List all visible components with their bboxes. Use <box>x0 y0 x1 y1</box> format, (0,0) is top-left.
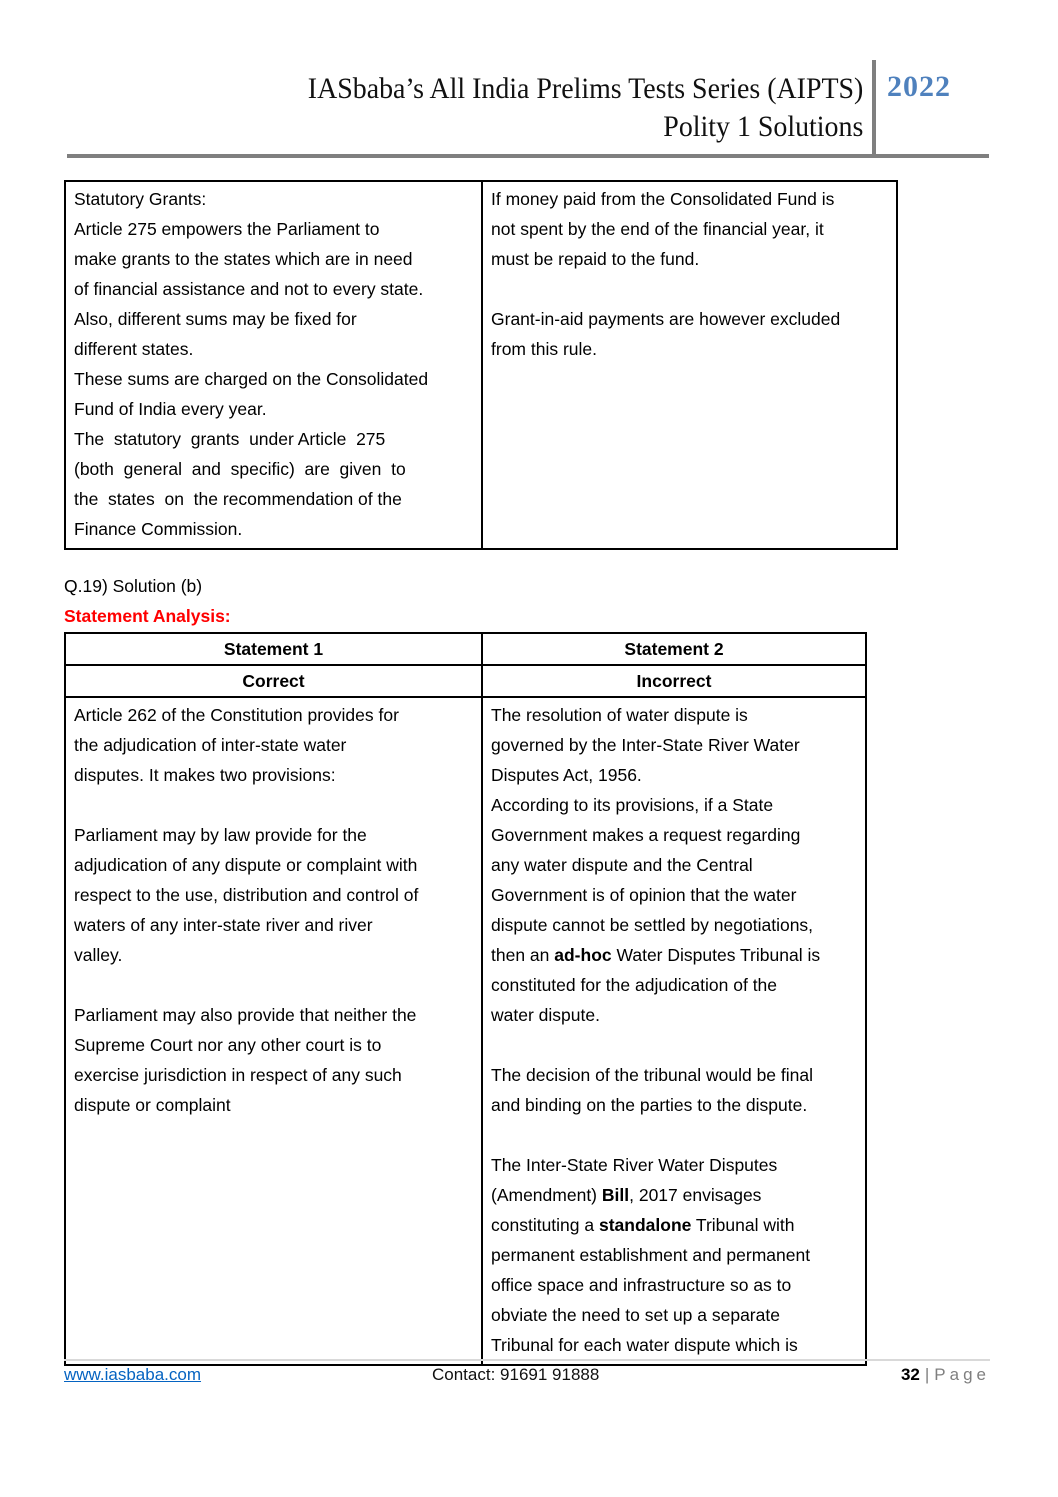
text-line: dispute cannot be settled by negotiations, <box>491 915 814 935</box>
text-line: exercise jurisdiction in respect of any such <box>74 1065 402 1085</box>
text-line: the states on the recommendation of the <box>74 489 402 509</box>
text-line: of financial assistance and not to every state. <box>74 279 424 299</box>
text-line: Article 262 of the Constitution provides for <box>74 705 399 725</box>
text-line: water dispute. <box>491 1005 600 1025</box>
header-divider-vertical <box>872 60 876 158</box>
grants-left-cell <box>65 181 482 549</box>
text-run: (Amendment) <box>491 1185 602 1205</box>
text-line: The decision of the tribunal would be final <box>491 1065 814 1085</box>
text-line: constituted for the adjudication of the <box>491 975 778 995</box>
s2-para-3-end <box>491 1240 857 1360</box>
verdict-statement-2: Incorrect <box>482 665 866 697</box>
paragraph-gap <box>491 1120 857 1150</box>
s2-para-1 <box>491 700 857 940</box>
page-number: 32 <box>900 1365 920 1384</box>
page-separator: | <box>924 1365 930 1384</box>
text-line: The statutory grants under Article 275 <box>74 429 386 449</box>
paragraph-gap <box>74 790 473 820</box>
statement-analysis-heading: Statement Analysis: <box>64 606 231 626</box>
s1-para-2 <box>74 820 473 970</box>
text-line: the adjudication of inter-state water <box>74 735 347 755</box>
paragraph-gap <box>491 1030 857 1060</box>
text-run: , 2017 envisages <box>629 1185 762 1205</box>
s2-para-1-end <box>491 970 857 1030</box>
bold-term-standalone: standalone <box>598 1215 692 1235</box>
statutory-grants-table <box>64 180 898 550</box>
grants-right-para-2 <box>491 304 888 364</box>
text-run: constituting a <box>491 1215 599 1235</box>
text-line: Parliament may also provide that neither the <box>74 1005 417 1025</box>
title-line-2: Polity 1 Solutions <box>662 110 863 143</box>
bold-term-adhoc: ad-hoc <box>554 945 612 965</box>
text-line: According to its provisions, if a State <box>491 795 774 815</box>
text-line: Finance Commission. <box>74 519 243 539</box>
text-line: Article 275 empowers the Parliament to <box>74 219 380 239</box>
text-line: valley. <box>74 945 123 965</box>
header-statement-2: Statement 2 <box>482 633 866 665</box>
text-run: then an <box>491 945 555 965</box>
text-line: Statutory Grants: <box>74 189 207 209</box>
verdict-statement-1: Correct <box>65 665 482 697</box>
text-line: different states. <box>74 339 194 359</box>
text-line: The resolution of water dispute is <box>491 705 748 725</box>
text-line: any water dispute and the Central <box>491 855 753 875</box>
text-line: make grants to the states which are in need <box>74 249 413 269</box>
bold-term-bill: Bill <box>601 1185 630 1205</box>
text-line: Also, different sums may be fixed for <box>74 309 357 329</box>
text-line: obviate the need to set up a separate <box>491 1305 780 1325</box>
text-line: Tribunal for each water dispute which is <box>491 1335 798 1355</box>
text-run: Water Disputes Tribunal is <box>611 945 821 965</box>
grants-right-para-1 <box>491 184 888 274</box>
explanation-row <box>65 697 866 1365</box>
document-title <box>307 70 863 146</box>
text-line: Grant-in-aid payments are however excluded <box>491 309 841 329</box>
text-line: Fund of India every year. <box>74 399 267 419</box>
text-line: Government makes a request regarding <box>491 825 801 845</box>
text-line: must be repaid to the fund. <box>491 249 700 269</box>
text-line: Supreme Court nor any other court is to <box>74 1035 382 1055</box>
s2-standalone-line <box>491 1210 857 1240</box>
text-line: adjudication of any dispute or complaint with <box>74 855 418 875</box>
header-year: 2022 <box>887 70 951 103</box>
page-label: Page <box>934 1365 990 1384</box>
s1-para-1 <box>74 700 473 790</box>
s2-para-2 <box>491 1060 857 1120</box>
paragraph-gap <box>491 274 888 304</box>
header-statement-1: Statement 1 <box>65 633 482 665</box>
text-line: Parliament may by law provide for the <box>74 825 367 845</box>
text-line: These sums are charged on the Consolidated <box>74 369 429 389</box>
statement-1-explanation <box>65 697 482 1365</box>
grants-right-cell <box>482 181 897 549</box>
text-line: governed by the Inter-State River Water <box>491 735 800 755</box>
website-link[interactable]: www.iasbaba.com <box>64 1365 202 1384</box>
text-line: not spent by the end of the financial year, it <box>491 219 824 239</box>
text-run: Tribunal with <box>691 1215 795 1235</box>
s2-para-3-line-1: The Inter-State River Water Disputes <box>491 1155 778 1175</box>
text-line: from this rule. <box>491 339 597 359</box>
header-divider-horizontal <box>67 154 989 158</box>
paragraph-gap <box>74 970 473 1000</box>
table-header-row <box>65 633 866 665</box>
text-line: If money paid from the Consolidated Fund is <box>491 189 835 209</box>
text-line: dispute or complaint <box>74 1095 231 1115</box>
text-line: respect to the use, distribution and control of <box>74 885 419 905</box>
page-header <box>0 0 1058 160</box>
text-line: disputes. It makes two provisions: <box>74 765 336 785</box>
contact-info: Contact: 91691 91888 <box>432 1365 600 1384</box>
s2-bill-line <box>491 1180 857 1210</box>
s2-adhoc-line <box>491 940 857 970</box>
question-solution-title: Q.19) Solution (b) <box>64 576 203 596</box>
grants-left-text <box>74 184 473 544</box>
footer-divider <box>64 1359 990 1361</box>
text-line: permanent establishment and permanent <box>491 1245 811 1265</box>
s1-para-3 <box>74 1000 473 1120</box>
text-line: and binding on the parties to the dispute. <box>491 1095 808 1115</box>
statement-2-explanation <box>482 697 866 1365</box>
text-line: Government is of opinion that the water <box>491 885 797 905</box>
text-line: (both general and specific) are given to <box>74 459 406 479</box>
text-line: waters of any inter-state river and river <box>74 915 373 935</box>
title-line-1: IASbaba’s All India Prelims Tests Series (AIPTS) <box>307 72 863 105</box>
verdict-row <box>65 665 866 697</box>
text-line: office space and infrastructure so as to <box>491 1275 792 1295</box>
text-line: Disputes Act, 1956. <box>491 765 642 785</box>
page-indicator <box>901 1365 990 1385</box>
table-row <box>65 181 897 549</box>
statement-analysis-table <box>64 632 867 1366</box>
